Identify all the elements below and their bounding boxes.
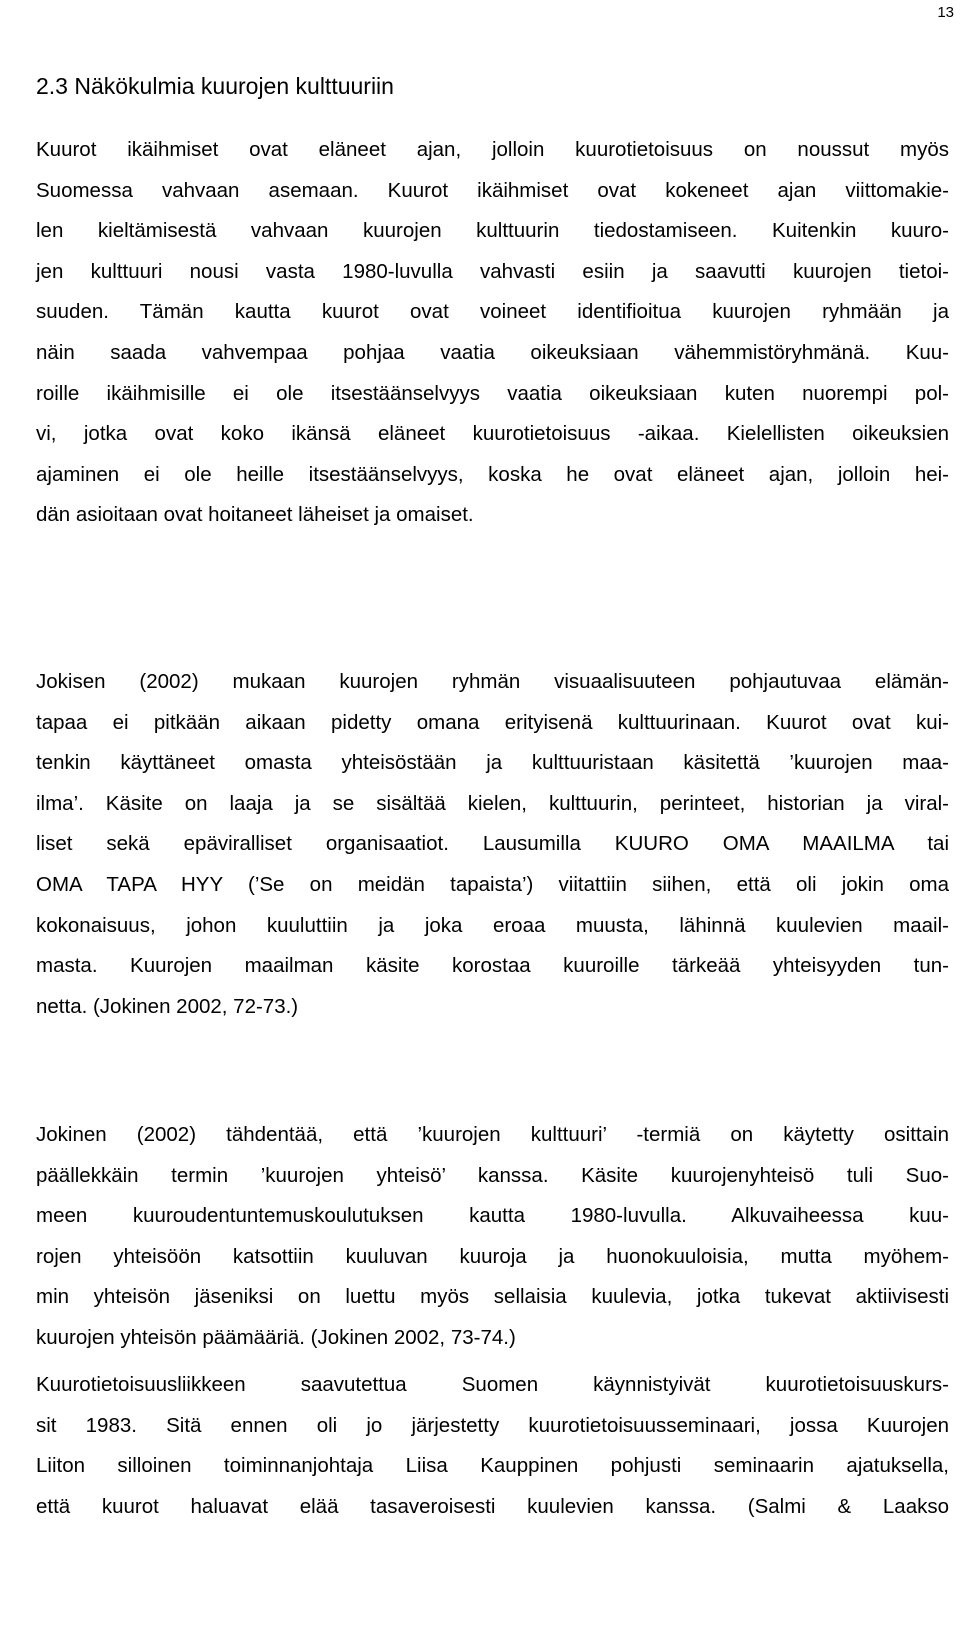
paragraph-line: meen kuuroudentuntemuskoulutuksen kautta 1980-luvulla. Alkuvaiheessa kuu- xyxy=(36,1204,949,1228)
paragraph-line: liset sekä epäviralliset organisaatiot. Lausumilla KUURO OMA MAAILMA tai xyxy=(36,832,949,856)
paragraph-line: kokonaisuus, johon kuuluttiin ja joka eroaa muusta, lähinnä kuulevien maail- xyxy=(36,913,949,937)
paragraph-line: OMA TAPA HYY (’Se on meidän tapaista’) viitattiin siihen, että oli jokin oma xyxy=(36,872,949,896)
paragraph-line: ajaminen ei ole heille itsestäänselvyys, koska he ovat eläneet ajan, jolloin hei- xyxy=(36,462,949,486)
paragraph-line: näin saada vahvempaa pohjaa vaatia oikeuksiaan vähemmistöryhmänä. Kuu- xyxy=(36,340,949,364)
paragraph-line: päällekkäin termin ’kuurojen yhteisö’ kanssa. Käsite kuurojenyhteisö tuli Suo- xyxy=(36,1163,949,1187)
paragraph-line: netta. (Jokinen 2002, 72-73.) xyxy=(36,994,299,1018)
page-number: 13 xyxy=(937,4,954,21)
paragraph xyxy=(36,662,949,1027)
paragraph-line: Suomessa vahvaan asemaan. Kuurot ikäihmiset ovat kokeneet ajan viittomakie- xyxy=(36,178,949,202)
paragraph-line: Jokisen (2002) mukaan kuurojen ryhmän visuaalisuuteen pohjautuvaa elämän- xyxy=(36,670,949,693)
section-heading: 2.3 Näkökulmia kuurojen kulttuuriin xyxy=(36,73,394,99)
paragraph-line: roille ikäihmisille ei ole itsestäänselvyys vaatia oikeuksiaan kuten nuorempi pol- xyxy=(36,381,949,405)
paragraph-line: suuden. Tämän kautta kuurot ovat voineet identifioitua kuurojen ryhmään ja xyxy=(36,300,949,324)
paragraph-line: masta. Kuurojen maailman käsite korostaa kuuroille tärkeää yhteisyyden tun- xyxy=(36,954,949,978)
paragraph-line: Kuurotietoisuusliikkeen saavutettua Suomen käynnistyivät kuurotietoisuuskurs- xyxy=(36,1373,949,1396)
paragraph-line: Liiton silloinen toiminnanjohtaja Liisa Kauppinen pohjusti seminaarin ajatuksella, xyxy=(36,1454,949,1478)
paragraph-line: jen kulttuuri nousi vasta 1980-luvulla vahvasti esiin ja saavutti kuurojen tietoi- xyxy=(36,259,949,283)
paragraph-line: tapaa ei pitkään aikaan pidetty omana erityisenä kulttuurinaan. Kuurot ovat kui- xyxy=(36,710,949,734)
paragraph-line: vi, jotka ovat koko ikänsä eläneet kuurotietoisuus -aikaa. Kielellisten oikeuksien xyxy=(36,422,949,446)
paragraph-line: Jokinen (2002) tähdentää, että ’kuurojen kulttuuri’ -termiä on käytetty osittain xyxy=(36,1123,949,1146)
paragraph-line: len kieltämisestä vahvaan kuurojen kulttuurin tiedostamiseen. Kuitenkin kuuro- xyxy=(36,219,949,243)
paragraph-line: sit 1983. Sitä ennen oli jo järjestetty kuurotietoisuusseminaari, jossa Kuurojen xyxy=(36,1413,949,1437)
paragraph-line: Kuurot ikäihmiset ovat eläneet ajan, jolloin kuurotietoisuus on noussut myös xyxy=(36,138,949,161)
paragraph-line: kuurojen yhteisön päämääriä. (Jokinen 2002, 73-74.) xyxy=(36,1325,516,1349)
paragraph xyxy=(36,130,949,536)
paragraph-line: tenkin käyttäneet omasta yhteisöstään ja kulttuuristaan käsitettä ’kuurojen maa- xyxy=(36,751,949,775)
paragraph xyxy=(36,1365,949,1527)
paragraph-line: ilma’. Käsite on laaja ja se sisältää kielen, kulttuurin, perinteet, historian ja viral- xyxy=(36,791,949,815)
paragraph-line: rojen yhteisöön katsottiin kuuluvan kuuroja ja huonokuuloisia, mutta myöhem- xyxy=(36,1244,949,1268)
paragraph-line: dän asioitaan ovat hoitaneet läheiset ja omaiset. xyxy=(36,503,474,527)
paragraph xyxy=(36,1115,949,1359)
paragraph-line: että kuurot haluavat elää tasaveroisesti kuulevien kanssa. (Salmi & Laakso xyxy=(36,1494,949,1518)
paragraph-line: min yhteisön jäseniksi on luettu myös sellaisia kuulevia, jotka tukevat aktiivisesti xyxy=(36,1285,949,1309)
